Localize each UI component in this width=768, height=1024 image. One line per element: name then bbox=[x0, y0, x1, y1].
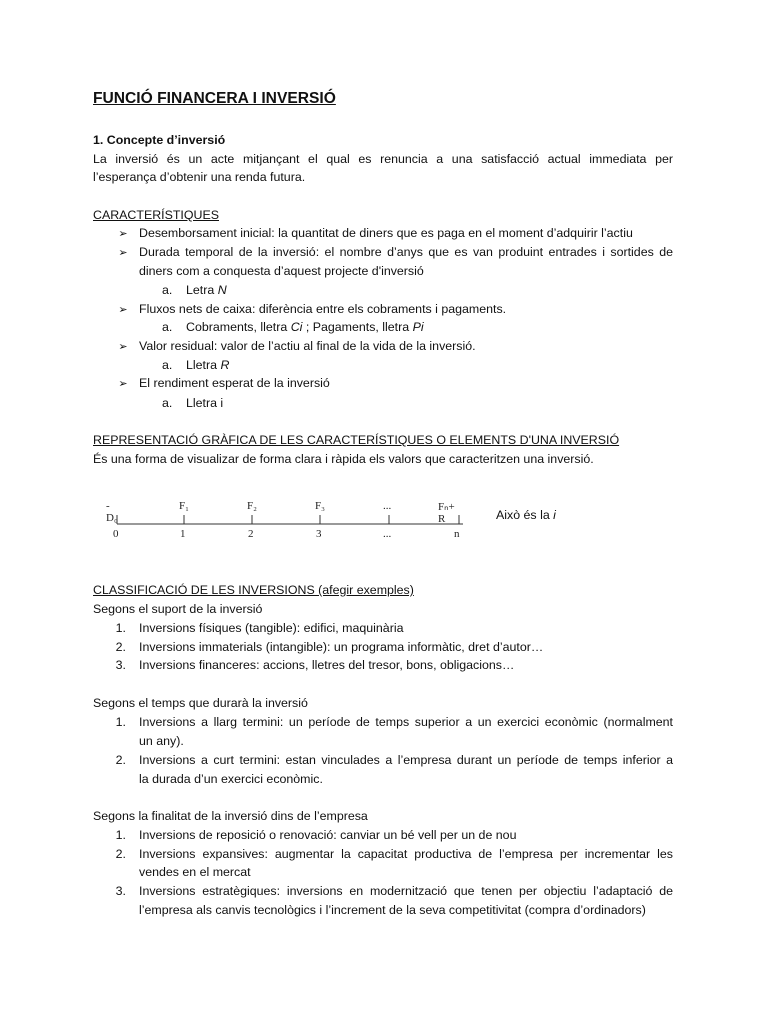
list-item-continuation: l’empresa als canvis tecnològics i l’increment de la seva competitivitat (compra d’ordinadors) bbox=[139, 903, 646, 917]
sub-item: Lletra i bbox=[186, 396, 224, 410]
list-item-continuation: vendes en el mercat bbox=[139, 865, 251, 879]
list-number: 1. bbox=[115, 621, 126, 635]
arrow-bullet-icon: ➢ bbox=[118, 247, 128, 259]
list-number: 1. bbox=[115, 828, 126, 842]
timeline-bottom-label: 0 bbox=[113, 528, 119, 540]
list-number: 3. bbox=[115, 658, 126, 672]
list-item: Inversions expansives: augmentar la capacitat productiva de l’empresa per incrementar les bbox=[139, 847, 673, 861]
classification-group-title: Segons el suport de la inversió bbox=[93, 602, 263, 616]
arrow-bullet-icon: ➢ bbox=[118, 304, 128, 316]
list-item: Inversions físiques (tangible): edifici, maquinària bbox=[139, 621, 404, 635]
classification-group-title: Segons el temps que durarà la inversió bbox=[93, 696, 308, 710]
concept-paragraph-line-1: La inversió és un acte mitjançant el qual es renuncia a una satisfacció actual immediata per bbox=[93, 152, 673, 166]
timeline-top-label: - D₀ bbox=[106, 500, 118, 524]
sub-item-marker: a. bbox=[162, 283, 173, 297]
sub-item-marker: a. bbox=[162, 320, 173, 334]
representation-heading: REPRESENTACIÓ GRÀFICA DE LES CARACTERÍSTIQUES O ELEMENTS D'UNA INVERSIÓ bbox=[93, 433, 620, 447]
sub-item-marker: a. bbox=[162, 396, 173, 410]
list-number: 1. bbox=[115, 715, 126, 729]
list-item: Inversions a llarg termini: un període de temps superior a un exercici econòmic (normalment bbox=[139, 715, 673, 729]
list-item-continuation: la durada d’un exercici econòmic. bbox=[139, 772, 323, 786]
section-heading-concept: 1. Concepte d’inversió bbox=[93, 133, 226, 147]
page-title: FUNCIÓ FINANCERA I INVERSIÓ bbox=[93, 90, 336, 107]
classification-group-title: Segons la finalitat de la inversió dins de l’empresa bbox=[93, 809, 368, 823]
timeline-top-label: ... bbox=[383, 500, 392, 512]
timeline-top-label: F₁ bbox=[179, 500, 189, 512]
list-number: 3. bbox=[115, 884, 126, 898]
characteristic-item: El rendiment esperat de la inversió bbox=[139, 376, 330, 390]
timeline-top-label: Fₙ+ R bbox=[438, 501, 455, 525]
timeline-bottom-label: 3 bbox=[316, 528, 322, 540]
timeline-note: Això és la i bbox=[496, 508, 556, 522]
timeline-bottom-label: 1 bbox=[180, 528, 186, 540]
list-number: 2. bbox=[115, 640, 126, 654]
concept-paragraph-line-2: l’esperança d’obtenir una renda futura. bbox=[93, 170, 306, 184]
list-number: 2. bbox=[115, 753, 126, 767]
list-item: Inversions de reposició o renovació: canviar un bé vell per un de nou bbox=[139, 828, 517, 842]
characteristic-item: Desemborsament inicial: la quantitat de diners que es paga en el moment d’adquirir l’actiu bbox=[139, 226, 633, 240]
characteristic-item-continuation: diners com a conquesta d’aquest projecte d'inversió bbox=[139, 264, 424, 278]
list-item-continuation: un any). bbox=[139, 734, 184, 748]
characteristic-item: Valor residual: valor de l’actiu al final de la vida de la inversió. bbox=[139, 339, 476, 353]
timeline-top-label: F₂ bbox=[247, 500, 257, 512]
timeline-top-label: F₃ bbox=[315, 500, 325, 512]
sub-item: Letra N bbox=[186, 283, 227, 297]
list-number: 2. bbox=[115, 847, 126, 861]
arrow-bullet-icon: ➢ bbox=[118, 341, 128, 353]
list-item: Inversions financeres: accions, lletres del tresor, bons, obligacions… bbox=[139, 658, 515, 672]
characteristic-item: Durada temporal de la inversió: el nombre d’anys que es van produint entrades i sortides de bbox=[139, 245, 673, 259]
representation-paragraph: És una forma de visualizar de forma clara i ràpida els valors que caracteritzen una inversió. bbox=[93, 452, 594, 466]
list-item: Inversions immaterials (intangible): un programa informàtic, dret d’autor… bbox=[139, 640, 544, 654]
sub-item: Lletra R bbox=[186, 358, 230, 372]
arrow-bullet-icon: ➢ bbox=[118, 378, 128, 390]
list-item: Inversions a curt termini: estan vinculades a l’empresa durant un període de temps inferior a bbox=[139, 753, 673, 767]
timeline-bottom-label: n bbox=[454, 528, 460, 540]
timeline-bottom-label: ... bbox=[383, 528, 392, 540]
classification-heading: CLASSIFICACIÓ DE LES INVERSIONS (afegir exemples) bbox=[93, 583, 414, 597]
sub-item-marker: a. bbox=[162, 358, 173, 372]
list-item: Inversions estratègiques: inversions en modernització que tenen per objectiu l’adaptació de bbox=[139, 884, 673, 898]
arrow-bullet-icon: ➢ bbox=[118, 228, 128, 240]
timeline-bottom-label: 2 bbox=[248, 528, 254, 540]
characteristics-heading: CARACTERÍSTIQUES bbox=[93, 208, 219, 222]
characteristic-item: Fluxos nets de caixa: diferència entre els cobraments i pagaments. bbox=[139, 302, 507, 316]
sub-item: Cobraments, lletra Ci ; Pagaments, lletra Pi bbox=[186, 320, 424, 334]
